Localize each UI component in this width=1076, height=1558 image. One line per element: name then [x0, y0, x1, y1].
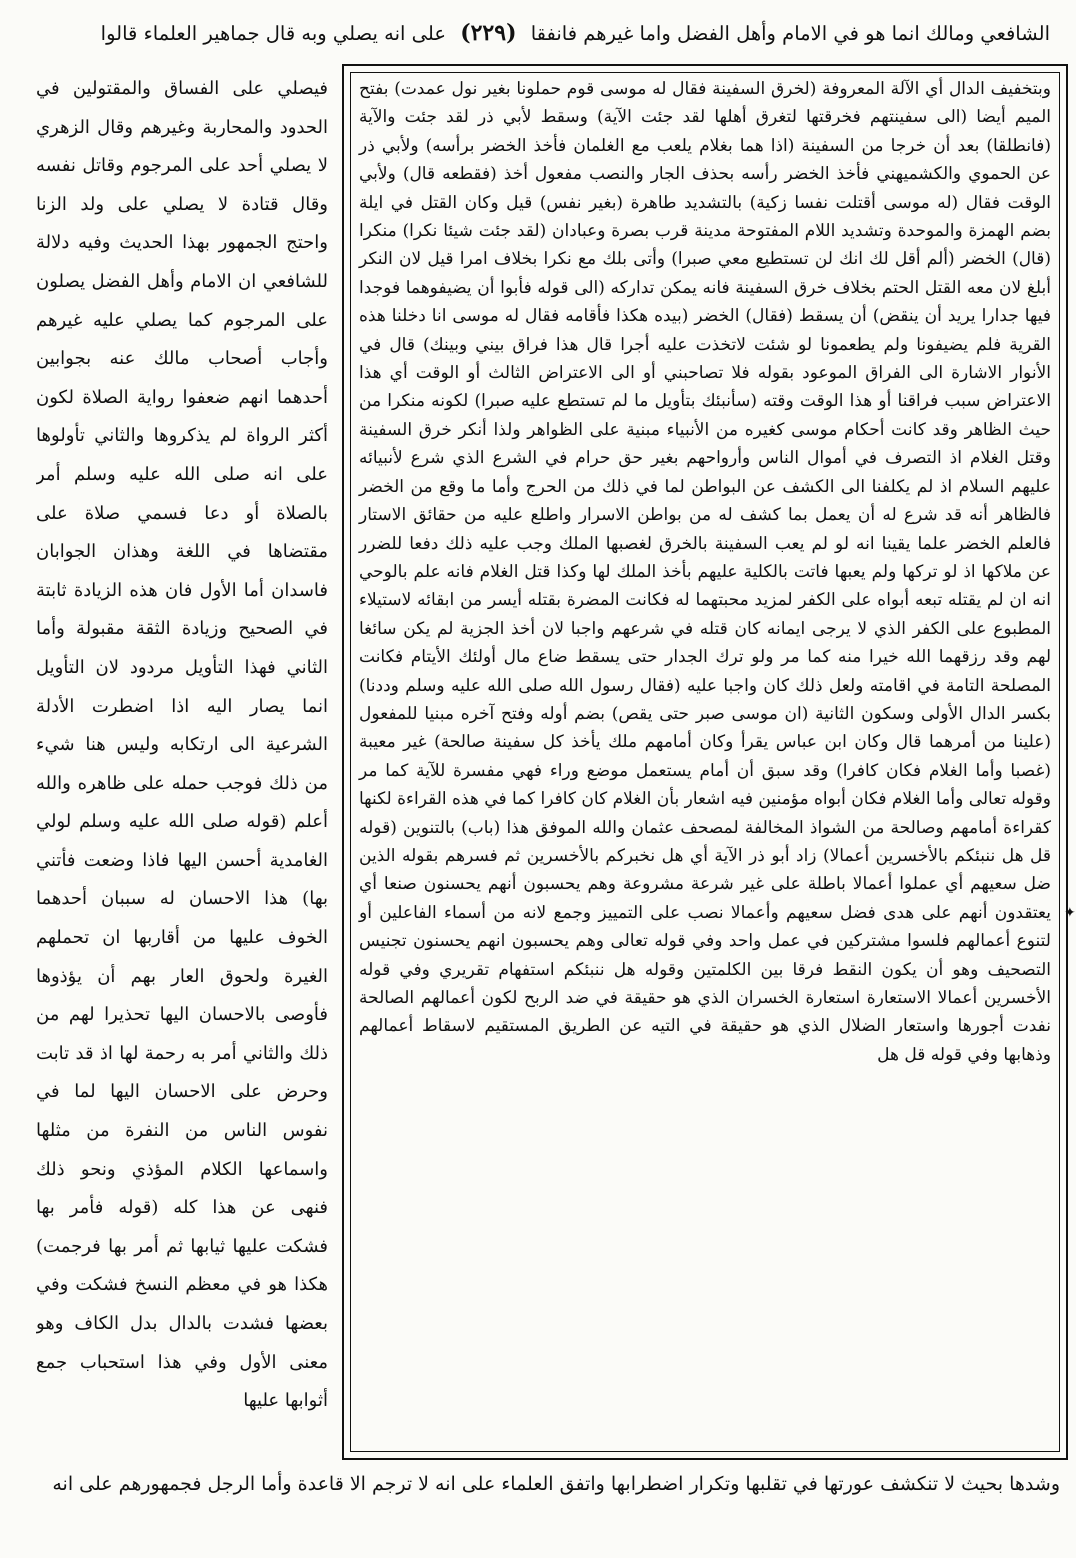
- footer-continuation-line: وشدها بحيث لا تنكشف عورتها في تقلبها وتكرار اضطرابها واتفق العلماء على انه لا ترجم الا قاعدة وأما الرجل فجمهورهم على انه: [52, 1473, 1060, 1495]
- margin-marker: ✦: [1064, 905, 1076, 921]
- page-header: [30, 10, 1050, 56]
- main-commentary-text: وبتخفيف الدال أي الآلة المعروفة (لخرق السفينة فقال له موسى قوم حملونا بغير نول عمدت) بفتح الميم أيضا (الى سفينتهم فخرقتها لتغرق أهلها لقد جئت الآية) وسقط لأبي ذر لقد جئت والآية (فانطلقا) بعد أن خرجا من السفينة (اذا هما بغلام يلعب مع الغلمان فأخذ الخضر برأسه) ولأبي ذر عن الحموي والكشميهني فأخذ الخضر رأسه بحذف الجار والنصب مفعول أخذ (فقطعه قال) ولأبي الوقت فقال (له موسى أقتلت نفسا زكية) بالتشديد طاهرة (بغير نفس) قيل وكان القتل في ايلة بضم الهمزة والموحدة وتشديد اللام المفتوحة مدينة قرب بصرة وعبادان (لقد جئت شيئا نكرا) منكرا (قال) الخضر (ألم أقل لك انك لن تستطيع معي صبرا) وأتى بلك مع نكرا بخلاف امرا قيل لان النكر أبلغ لان معه القتل الحتم بخلاف خرق السفينة فانه يمكن تداركه (الى قوله فأبوا أن يضيفوهما فوجدا فيها جدارا يريد أن ينقض) أن يسقط (فقال) الخضر (بيده هكذا فأقامه فقال له موسى انا دخلنا هذه القرية فلم يضيفونا ولم يطعمونا لو شئت لاتخذت عليه أجرا قال هذا فراق بيني وبينك) قال في الأنوار الاشارة الى الفراق الموعود بقوله فلا تصاحبني أو الى الاعتراض الثالث أو الوقت أي هذا الاعتراض سبب فراقنا أو هذا الوقت وقته (سأنبئك بتأويل ما لم تستطع عليه صبرا) لكونه منكرا من حيث الظاهر وقد كانت أحكام موسى كغيره من الأنبياء مبنية على الظواهر ولذا أنكر خرق السفينة وقتل الغلام اذ التصرف في أموال الناس وأرواحهم بغير حق حرام في الشرع الذي شرع لأنبيائه عليهم السلام اذ لم يكلفنا الى الكشف عن البواطن لما في ذلك من الحرج وأما ما وقع من الخضر فالظاهر أنه قد شرع له أن يعمل بما كشف له من بواطن الاسرار واطلع عليه من حقائق الاستار فالعلم الخضر علما يقينا انه لو لم يعب السفينة بالخرق لغصبها الملك وجب عليه ذلك دفعا للضرر عن ملاكها اذ لو تركها ولم يعبها فاتت بالكلية عليهم بأخذ الملك لها وكذا قتل الغلام فانه علم بالوحي انه ان لم يقتله تبعه أبواه على الكفر لمزيد محبتهما له فكانت المضرة بقتله أيسر من ابقائه لاستيلاء المطبوع على الكفر الذي لا يرجى ايمانه كان قتله في شرعهم واجبا لان أخذ الجزية لم يكن سائغا لهم وقد رزقهما الله خيرا منه كما مر ولو ترك الجدار حتى يسقط ضاع مال أولئك الأيتام فكانت المصلحة التامة في اقامته ولعل ذلك كان واجبا عليه (فقال رسول الله صلى الله عليه وسلم وددنا) بكسر الدال الأولى وسكون الثانية (ان موسى صبر حتى يقص) بضم أوله وفتح آخره مبنيا للمفعول (علينا من أمرهما قال وكان ابن عباس يقرأ وكان أمامهم ملك يأخذ كل سفينة صالحة) غير معيبة (غصبا وأما الغلام فكان كافرا) وقد سبق أن أمام يستعمل موضع وراء فهي مفسرة للآية كما مر وقوله تعالى وأما الغلام فكان أبواه مؤمنين فيه اشعار بأن الغلام كان كافرا كما في هذه القراءة لكنها كقراءة أمامهم وصالحة من الشواذ المخالفة لمصحف عثمان والله الموفق هذا (باب) بالتنوين (قوله قل هل ننبئكم بالأخسرين أعمالا) زاد أبو ذر الآية أي هل نخبركم بالأخسرين ثم فسرهم بقوله الذين ضل سعيهم أي عملوا أعمالا باطلة على غير شرعة مشروعة وهم يحسبون أنهم يحسنون صنعا أي يعتقدون أنهم على هدى فضل سعيهم وأعمالا نصب على التمييز وجمع لانه من أسماء الفاعلين أو لتنوع أعمالهم فلسوا مشتركين في عمل واحد وفي قوله تعالى وهم يحسبون انهم يحسنون تجنيس التصحيف وهو أن يكون النقط فرقا بين الكلمتين وقوله هل ننبئكم استفهام تقريري وفي قوله الأخسرين أعمالا الاستعارة استعارة الخسران الذي هو حقيقة في ضد الربح لكون أعمالهم الصالحة نفدت أجورها واستعار الضلال الذي هو حقيقة في التيه عن الطريق المستقيم لاسقاط أعمالهم وذهابها وفي قوله قل هل: [359, 79, 1051, 1065]
- header-text-right: الشافعي ومالك انما هو في الامام وأهل الفضل واما غيرهم فانفقا: [530, 22, 1050, 45]
- main-text-frame-inner: [350, 72, 1060, 1452]
- margin-commentary-text: فيصلي على الفساق والمقتولين في الحدود والمحاربة وغيرهم وقال الزهري لا يصلي أحد على المرجوم وقاتل نفسه وقال قتادة لا يصلي على ولد الزنا واحتج الجمهور بهذا الحديث وفيه دلالة للشافعي ان الامام وأهل الفضل يصلون على المرجوم كما يصلي عليه غيرهم وأجاب أصحاب مالك عنه بجوابين أحدهما انهم ضعفوا رواية الصلاة لكون أكثر الرواة لم يذكروها والثاني تأولوها على انه صلى الله عليه وسلم أمر بالصلاة أو دعا فسمي صلاة على مقتضاها في اللغة وهذان الجوابان فاسدان أما الأول فان هذه الزيادة ثابتة في الصحيح وزيادة الثقة مقبولة وأما الثاني فهذا التأويل مردود لان التأويل انما يصار اليه اذا اضطرت الأدلة الشرعية الى ارتكابه وليس هنا شيء من ذلك فوجب حمله على ظاهره والله أعلم (قوله صلى الله عليه وسلم لولي الغامدية أحسن اليها فاذا وضعت فأتني بها) هذا الاحسان له سببان أحدهما الخوف عليها من أقاربها ان تحملهم الغيرة ولحوق العار بهم أن يؤذوها فأوصى بالاحسان اليها تحذيرا لهم من ذلك والثاني أمر به رحمة لها اذ قد تابت وحرض على الاحسان اليها لما في نفوس الناس من النفرة من مثلها واسماعها الكلام المؤذي ونحو ذلك فنهى عن هذا كله (قوله فأمر بها فشكت عليها ثيابها ثم أمر بها فرجمت) هكذا هو في معظم النسخ فشكت وفي بعضها فشدت بالدال بدل الكاف وهو معنى الأول وفي هذا استحباب جمع أثوابها عليها: [36, 78, 328, 1412]
- page-number: (٢٢٩): [460, 20, 517, 46]
- header-text-left: على انه يصلي وبه قال جماهير العلماء قالوا: [100, 22, 446, 45]
